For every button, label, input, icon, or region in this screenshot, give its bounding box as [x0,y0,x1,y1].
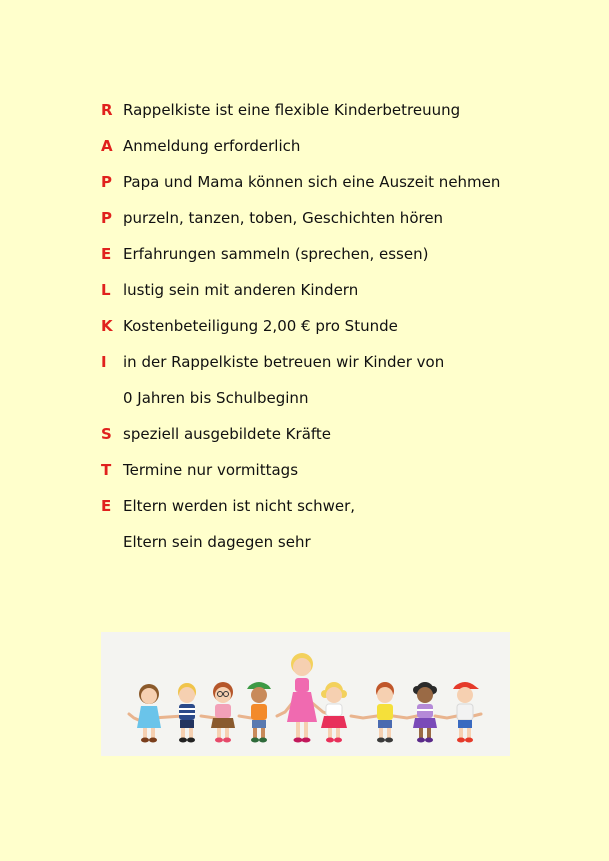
acrostic-letter: A [101,137,113,155]
children-holding-hands-illustration [101,632,510,756]
acrostic-text: Eltern werden ist nicht schwer, [123,497,356,515]
acrostic-letter: P [101,209,112,227]
acrostic-letter: R [101,101,113,119]
acrostic-text: Papa und Mama können sich eine Auszeit nehmen [123,173,501,191]
acrostic-line-e2 [101,495,355,517]
acrostic-line-i [101,351,444,373]
acrostic-line-e1 [101,243,428,265]
acrostic-line-p2 [101,207,443,229]
acrostic-letter: E [101,245,112,263]
acrostic-line-a [101,135,300,157]
acrostic-line-s [101,423,331,445]
acrostic-text: Eltern sein dagegen sehr [123,533,311,551]
acrostic-line-l [101,279,358,301]
acrostic-letter: E [101,497,112,515]
acrostic-line-i-continued [101,387,308,409]
acrostic-line-p1 [101,171,500,193]
acrostic-line-e2-continued [101,531,311,553]
acrostic-text: speziell ausgebildete Kräfte [123,425,332,443]
acrostic-text: Termine nur vormittags [123,461,299,479]
acrostic-letter: I [101,353,107,371]
acrostic-letter: L [101,281,111,299]
acrostic-letter: T [101,461,112,479]
acrostic-text: Erfahrungen sammeln (sprechen, essen) [123,245,429,263]
acrostic-text: Anmeldung erforderlich [123,137,301,155]
acrostic-letter: P [101,173,112,191]
children-illustration-icon [101,632,510,756]
acrostic-text: purzeln, tanzen, toben, Geschichten hören [123,209,444,227]
acrostic-text: lustig sein mit anderen Kindern [123,281,359,299]
acrostic-letter: K [101,317,113,335]
acrostic-line-k [101,315,398,337]
acrostic-text: in der Rappelkiste betreuen wir Kinder von [123,353,445,371]
acrostic-line-r [101,99,460,121]
acrostic-letter: S [101,425,112,443]
acrostic-text: Rappelkiste ist eine flexible Kinderbetreuung [123,101,461,119]
acrostic-line-t [101,459,298,481]
acrostic-text: Kostenbeteiligung 2,00 € pro Stunde [123,317,398,335]
acrostic-text: 0 Jahren bis Schulbeginn [123,389,309,407]
